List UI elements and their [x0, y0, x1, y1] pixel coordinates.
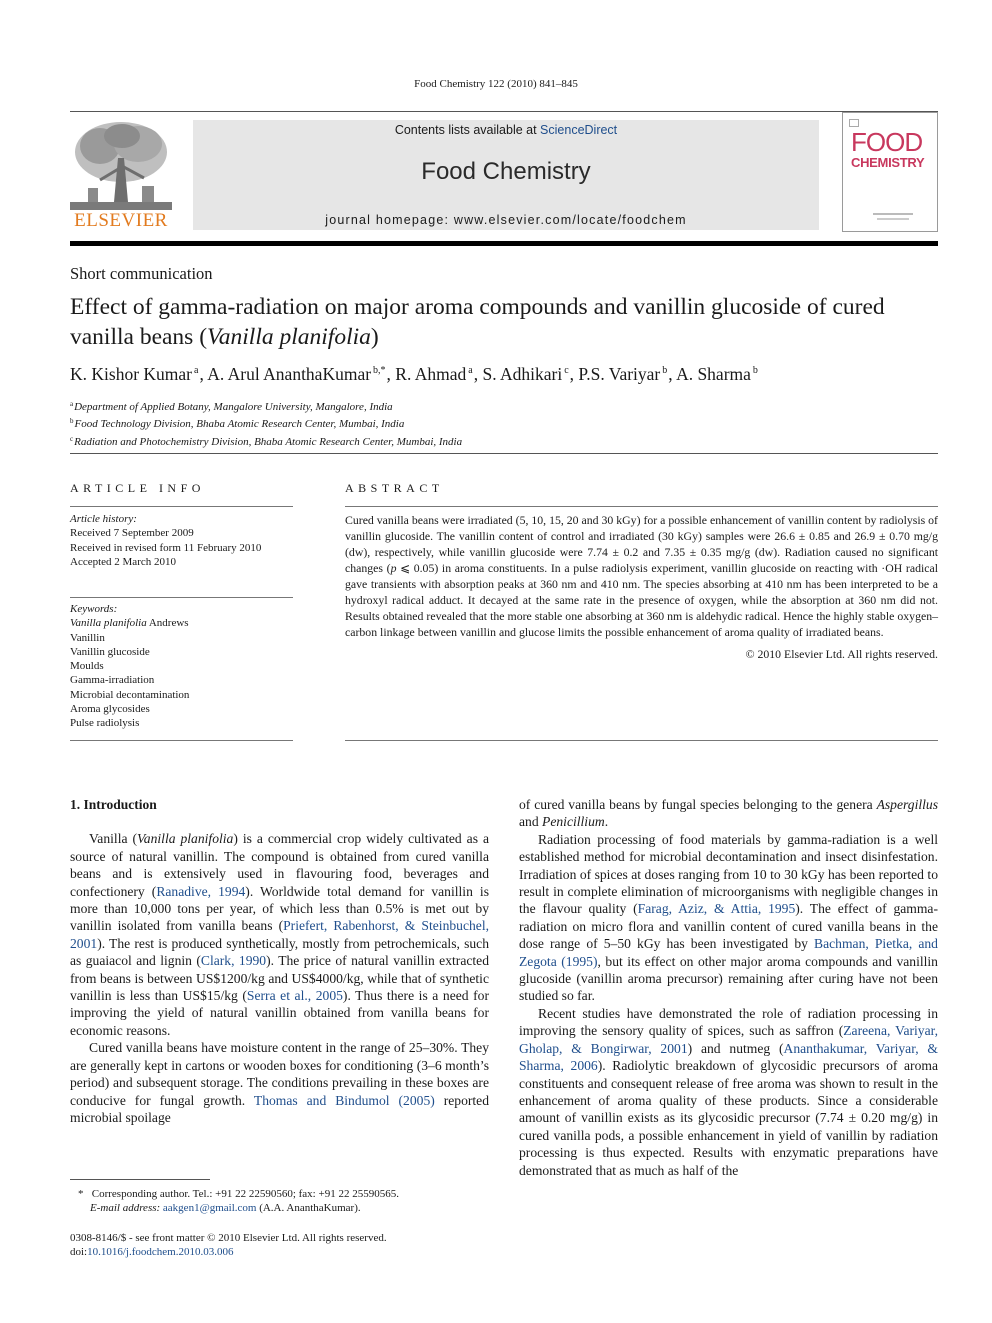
body-column-left [70, 796, 489, 1126]
affiliation-item: $^a$Department of Applied Botany, Mangalore University, Mangalore, India [70, 400, 393, 413]
title-main: Effect of gamma-radiation on major aroma compounds and vanillin glucoside of cured vanilla beans ( [70, 294, 885, 350]
reference-link[interactable]: Serra et al., 2005 [246, 988, 343, 1004]
reference-link[interactable]: Farag, Aziz, & Attia, 1995 [637, 901, 796, 917]
reference-link[interactable]: Thomas and Bindumol (2005) [253, 1092, 435, 1108]
cover-decoration-line [873, 213, 913, 215]
reference-link[interactable]: Zareena, Variyar, Gholap, & Bongirwar, 2001 [519, 1023, 938, 1056]
elsevier-tree-icon [70, 118, 172, 210]
article-title [70, 292, 940, 352]
issn-doi [70, 1231, 387, 1259]
title-divider [70, 453, 938, 454]
body-column-right [519, 796, 938, 1179]
paragraph: Vanilla (Vanilla planifolia) is a commercial crop widely cultivated as a source of natural vanillin. The compound is obtained from cured vanilla beans and is extensively used in flavouring food, beverages and confectionery (Ranadive, 1994). Worldwide total demand for vanillin is more than 10,000 tons per year, of which less than 0.5% is met out by vanillin isolated from vanilla beans (Priefert, Rabenhorst, & Steinbuchel, 2001). The rest is produced synthetically, mostly from petrochemicals, such as guaiacol and lignin (Clark, 1990). The price of natural vanillin extracted from beans is between US$1200/kg and US$4000/kg, while that of synthetic vanillin is less than US$15/kg (Serra et al., 2005). Thus there is a need for improving the yield of natural vanillin obtained from vanilla beans for economic reasons. [70, 831, 489, 1038]
info-bottom-divider [70, 740, 293, 741]
doi-link[interactable]: 10.1016/j.foodchem.2010.03.006 [87, 1246, 234, 1259]
keywords-label: Keywords: [70, 603, 118, 615]
paragraph: Recent studies have demonstrated the role of radiation processing in improving the sensory quality of spices, such as saffron (Zareena, Variyar, Gholap, & Bongirwar, 2001) and nutmeg (Ananthakumar, Variyar, & Sharma, 2006). Radiolytic breakdown of glycosidic precursors of aroma constituents and consequent release of free aroma was shown to result in the enhancement of aroma quality of these products. Since a considerable amount of vanillin exists as its glycosidic precursor (7.74 ± 0.20 mg/g) in cured vanilla pods, a possible enhancement in yield of vanillin by radiation processing is thus expected. Results with enzymatic preparations have demonstrated that as much as half of the [519, 1005, 938, 1178]
history-accepted: Accepted 2 March 2010 [70, 555, 176, 568]
title-species: Vanilla planifolia [207, 324, 371, 350]
email-note: E-mail address: aakgen1@gmail.com (A.A. AnanthaKumar). [90, 1202, 361, 1215]
reference-link[interactable]: Priefert, Rabenhorst, & Steinbuchel, 2001 [70, 918, 489, 951]
keywords-divider [70, 597, 293, 598]
history-revised: Received in revised form 11 February 2010 [70, 541, 262, 554]
footnotes [70, 1187, 489, 1215]
email-link[interactable]: aakgen1@gmail.com [162, 1202, 257, 1215]
keyword-item: Vanillin glucoside [70, 645, 150, 658]
cover-title-chemistry: CHEMISTRY [851, 155, 925, 170]
cover-title-food: FOOD [851, 127, 923, 157]
author[interactable]: A. Arul AnanthaKumar $^{b,*}$ [207, 364, 386, 384]
paragraph: Cured vanilla beans have moisture content in the range of 25–30%. They are generally kept in cartons or wooden boxes for conditioning (3–6 month’s period) and subsequent storage. The conditions prevailing in these boxes are conducive for fungal growth. Thomas and Bindumol (2005) reported microbial spoilage [70, 1040, 489, 1125]
keyword-item: Vanilla planifolia Andrews [70, 617, 189, 630]
author[interactable]: R. Ahmad $^a$ [395, 364, 473, 384]
footnote-divider [70, 1179, 210, 1180]
journal-cover [842, 112, 938, 232]
elsevier-wordmark: ELSEVIER [74, 210, 168, 231]
abstract-heading: ABSTRACT [345, 481, 444, 495]
affiliation-item: $^c$Radiation and Photochemistry Division, Bhaba Atomic Research Center, Mumbai, India [70, 434, 463, 448]
keyword-item: Pulse radiolysis [70, 717, 140, 730]
author[interactable]: A. Sharma $^b$ [676, 364, 758, 384]
article-history [70, 512, 293, 569]
history-label: Article history: [70, 513, 137, 525]
keyword-item: Moulds [70, 660, 104, 673]
keyword-item: Vanillin [70, 631, 105, 644]
reference-link[interactable]: Bachman, Pietka, and Zegota (1995) [519, 936, 938, 969]
abstract-body [345, 512, 938, 662]
affiliation-item: $^b$Food Technology Division, Bhaba Atomic Research Center, Mumbai, India [70, 417, 405, 431]
header-divider [70, 111, 938, 112]
paragraph: of cured vanilla beans by fungal species belonging to the genera Aspergillus and Penicillium. [519, 797, 938, 830]
elsevier-logo [70, 118, 172, 232]
cover-mini-logo-icon [849, 119, 859, 127]
keyword-item: Gamma-irradiation [70, 674, 155, 687]
author-list: K. Kishor Kumar $^a$, A. Arul AnanthaKumar $^{b,*}$, R. Ahmad $^a$, S. Adhikari $^c$, P.S. Variyar $^b$, A. Sharma $^b$ [70, 364, 758, 384]
section-title-introduction: 1. Introduction [70, 797, 157, 812]
article-info-heading: ARTICLE INFO [70, 481, 205, 495]
author[interactable]: K. Kishor Kumar $^a$ [70, 364, 199, 384]
reference-link[interactable]: Ranadive, 1994 [156, 883, 246, 899]
keywords [70, 602, 293, 731]
abstract-bottom-divider [345, 740, 938, 741]
author[interactable]: S. Adhikari $^c$ [482, 364, 569, 384]
masthead-rule [70, 241, 938, 246]
article-type: Short communication [70, 264, 213, 283]
copyright-notice: © 2010 Elsevier Ltd. All rights reserved. [745, 647, 938, 661]
reference-link[interactable]: Ananthakumar, Variyar, & Sharma, 2006 [519, 1040, 938, 1074]
author[interactable]: P.S. Variyar $^b$ [578, 364, 668, 384]
contents-line [193, 123, 819, 137]
journal-masthead [193, 120, 819, 230]
corresponding-author-note: * Corresponding author. Tel.: +91 22 22590560; fax: +91 22 25590565. [78, 1188, 399, 1200]
journal-citation: Food Chemistry 122 (2010) 841–845 [414, 78, 578, 90]
journal-name: Food Chemistry [421, 158, 591, 185]
cover-decoration-line [877, 218, 909, 220]
issn-line: 0308-8146/$ - see front matter © 2010 Elsevier Ltd. All rights reserved. [70, 1232, 387, 1244]
title-end: ) [370, 324, 379, 350]
journal-homepage[interactable]: journal homepage: www.elsevier.com/locate/foodchem [325, 213, 687, 227]
keyword-item: Aroma glycosides [70, 703, 150, 716]
abstract-text: Cured vanilla beans were irradiated (5, 10, 15, 20 and 30 kGy) for a possible enhancement of vanillin content by radiolysis of vanillin glucoside. The vanillin content of control and irradiated (30 kGy) samples were 26.6 ± 0.85 and 26.9 ± 0.70 mg/g (dw), respectively, while vanillin glucoside were 7.74 ± 0.2 and 7.35 ± 0.35 mg/g (dw). Radiation caused no significant changes (p ⩽ 0.05) in aroma constituents. In a pulse radiolysis experiment, vanillin glucoside on reacting with ·OH radical gave transients with absorption peaks at 360 nm and 410 nm. The species absorbing at 410 nm has been interpreted to be a hydroxyl radical adduct. It decayed at the same rate in the presence of oxygen, while the absorption at 360 nm did not. Results obtained revealed that the more stable one absorbing at 360 nm is aldehydic radical. Hence the highly stable oxygen–carbon linkage between vanillin and glucose limits the possible enhancement of aroma quality of irradiated beans. [345, 513, 939, 639]
abstract-divider [345, 506, 938, 507]
keyword-item: Microbial decontamination [70, 688, 190, 701]
reference-link[interactable]: Clark, 1990 [200, 953, 267, 969]
doi-line: doi:10.1016/j.foodchem.2010.03.006 [70, 1246, 234, 1259]
affiliations [70, 397, 462, 449]
history-received: Received 7 September 2009 [70, 527, 194, 540]
contents-prefix: Contents lists available at [394, 123, 541, 137]
info-divider [70, 506, 293, 507]
paragraph: Radiation processing of food materials by gamma-radiation is a well established method for microbial decontamination and insect disinfestation. Irradiation of spices at doses ranging from 10 to 30 kGy has been reported to result in complete elimination of microorganisms with negligible changes in the flavour quality (Farag, Aziz, & Attia, 1995). The effect of gamma-radiation on micro flora and vanillin content of cured vanilla beans in the dose range of 5–50 kGy has been investigated by Bachman, Pietka, and Zegota (1995), but its effect on other major aroma compounds and vanillin glucoside (vanillin aroma precursor) remaining after curing have not been studied so far. [519, 831, 938, 1004]
sciencedirect-link[interactable]: ScienceDirect [540, 123, 618, 137]
